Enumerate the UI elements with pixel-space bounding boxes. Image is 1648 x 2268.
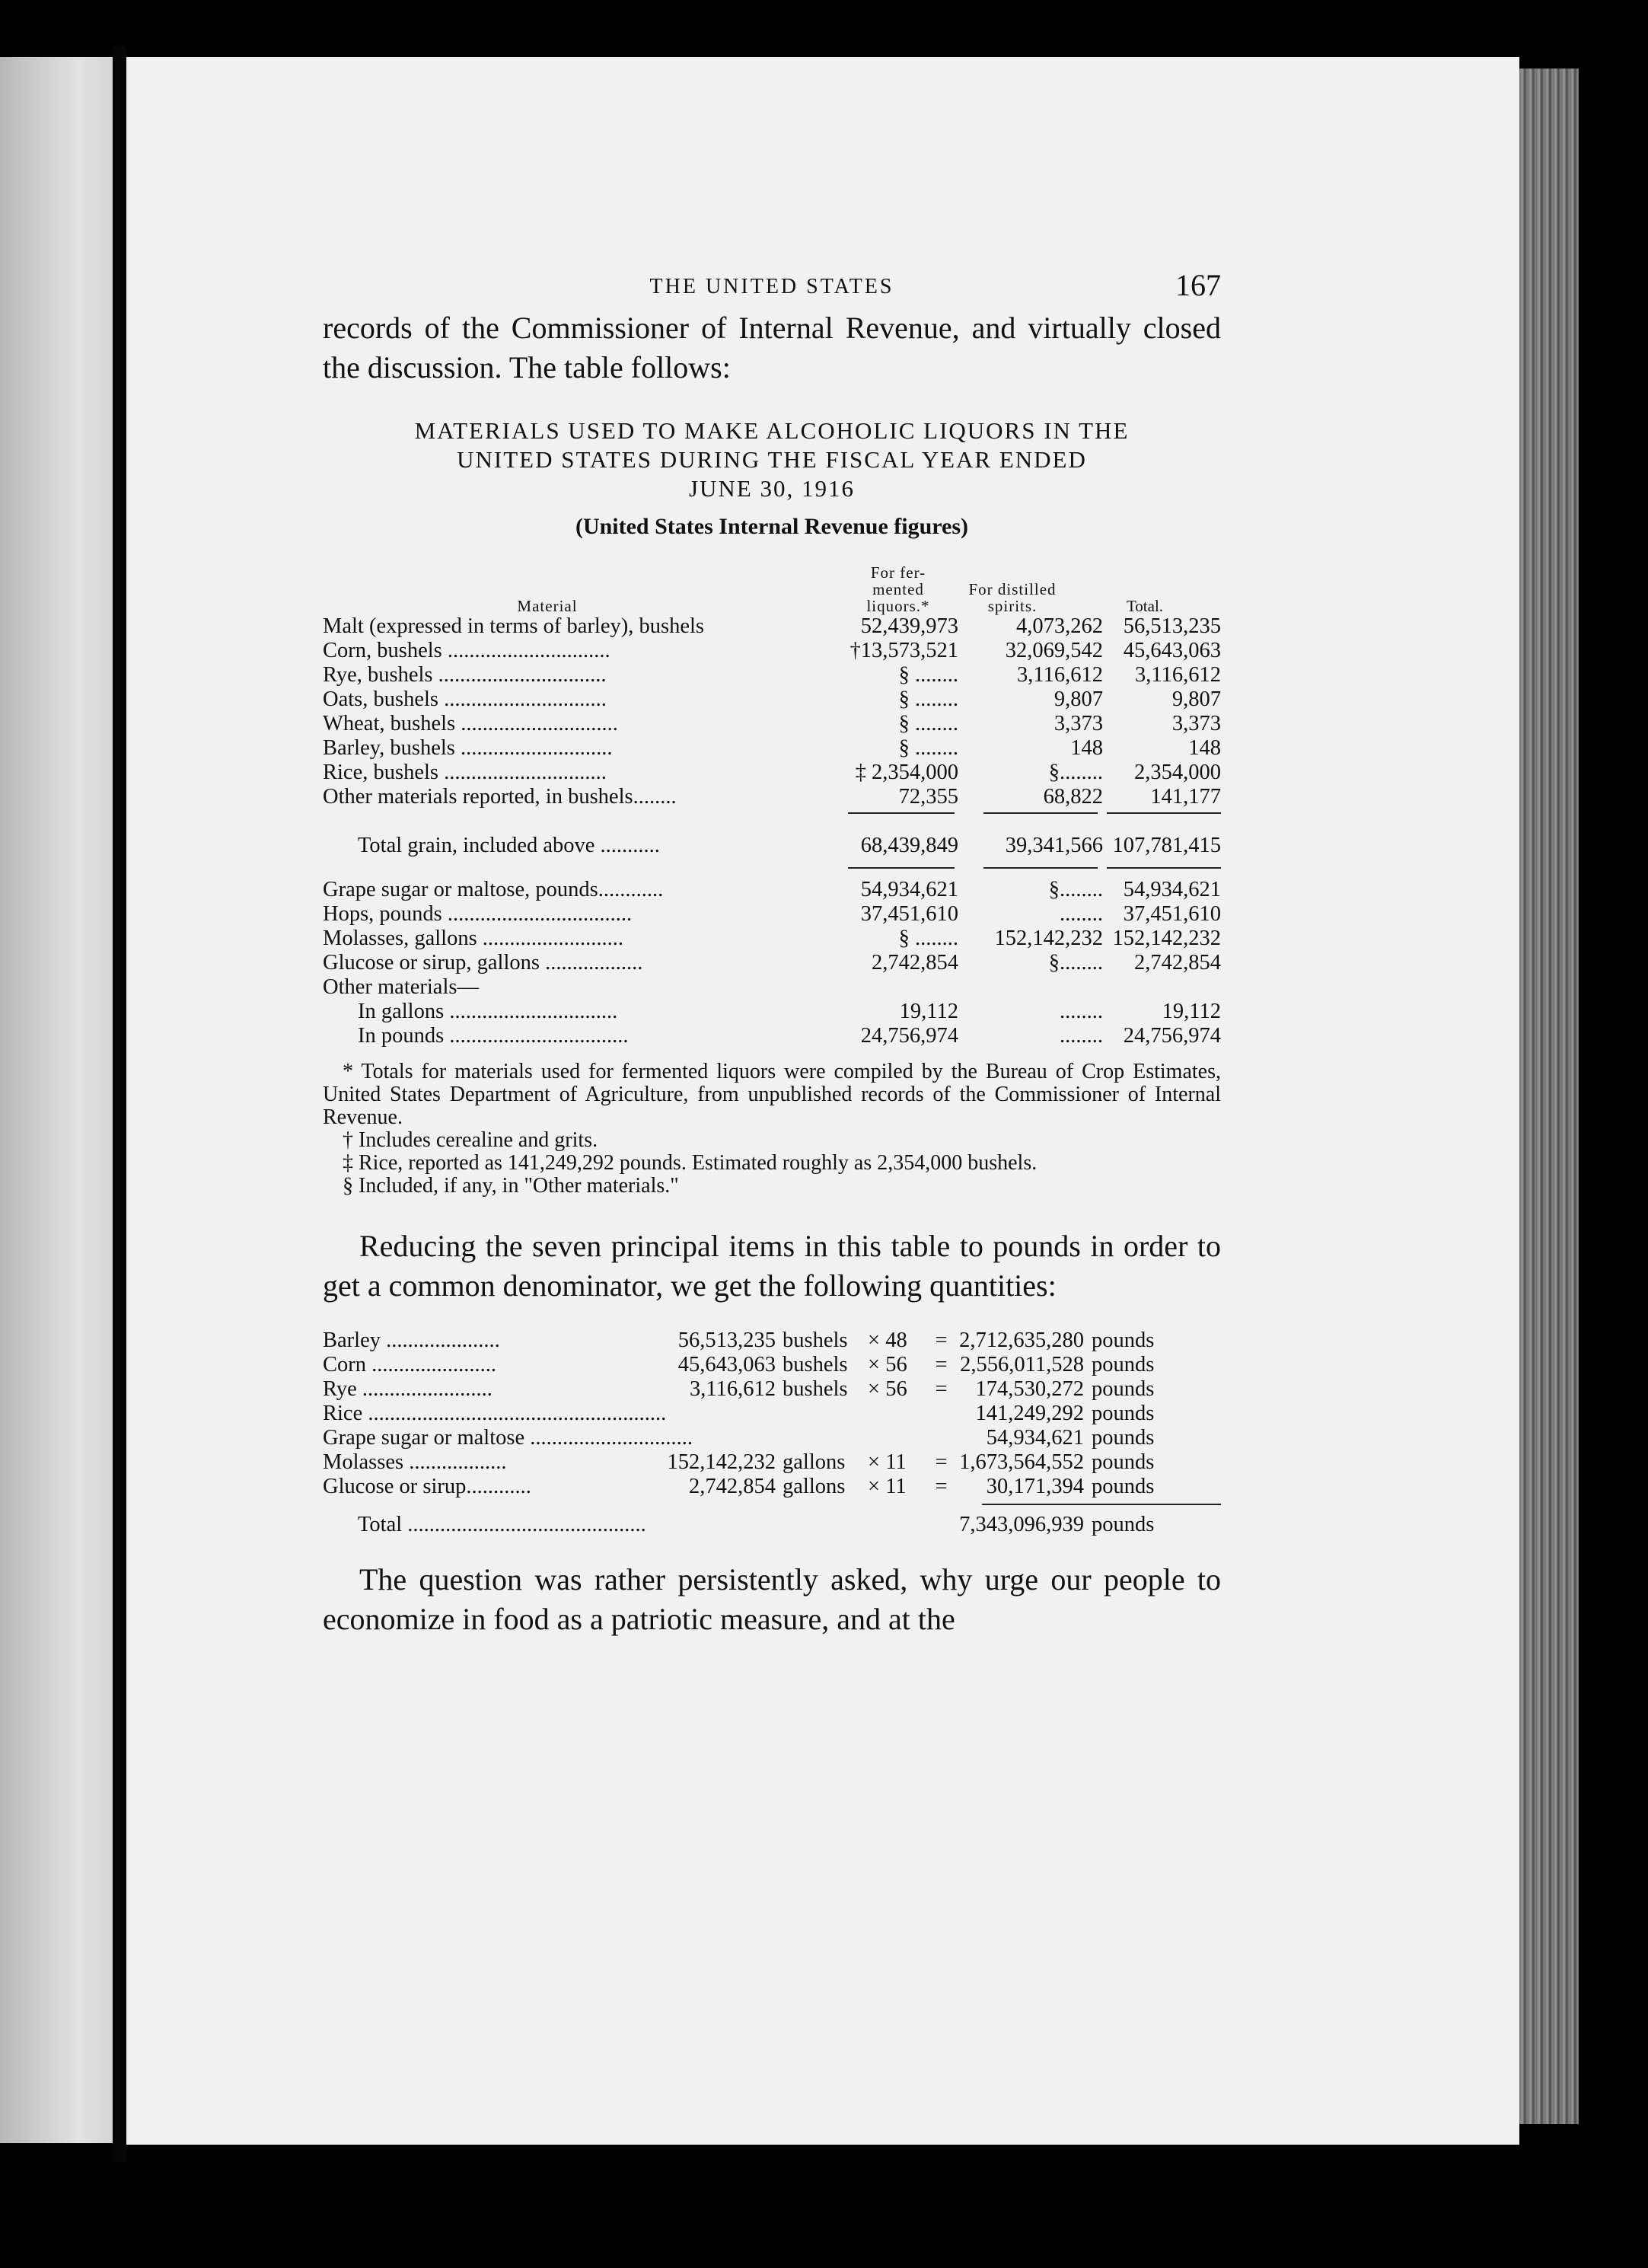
cell-result-unit: pounds	[1092, 1450, 1155, 1474]
cell-multiplier: × 56	[868, 1377, 907, 1401]
facing-page-edge	[0, 57, 113, 2143]
conversion-row	[323, 1402, 1221, 1426]
row-label: Other materials reported, in bushels........	[323, 785, 677, 809]
cell-fermented: 54,934,621	[860, 878, 958, 901]
table-row	[323, 878, 1221, 902]
grain-rows	[323, 614, 1221, 809]
cell-unit: bushels	[783, 1377, 848, 1401]
row-label: Rye ........................	[323, 1377, 492, 1401]
cell-distilled: §........	[1048, 951, 1103, 975]
cell-fermented: ‡ 2,354,000	[855, 761, 958, 784]
row-label: Glucose or sirup, gallons ..................	[323, 951, 643, 975]
cell-unit: bushels	[783, 1353, 848, 1376]
cell-fermented: 24,756,974	[860, 1024, 958, 1048]
row-label: Total grain, included above ...........	[358, 834, 660, 857]
other-rows	[323, 878, 1221, 1048]
conversion-total-row	[323, 1513, 1221, 1537]
row-label: In pounds .................................	[358, 1024, 629, 1048]
cell-multiplier: × 56	[868, 1353, 907, 1376]
cell-result: 54,934,621	[986, 1426, 1084, 1450]
cell-quantity: 45,643,063	[677, 1353, 776, 1376]
footnote: ‡ Rice, reported as 141,249,292 pounds. Estimated roughly as 2,354,000 bushels.	[343, 1151, 1038, 1175]
footnote: § Included, if any, in "Other materials."	[343, 1174, 679, 1198]
conversion-row	[323, 1353, 1221, 1377]
cell-multiplier: × 11	[868, 1475, 907, 1498]
cell-result: 2,712,635,280	[959, 1329, 1084, 1352]
col-header-material: Material	[517, 597, 578, 615]
table-row	[323, 639, 1221, 663]
column-headers	[323, 546, 1221, 614]
cell-fermented: 72,355	[898, 785, 958, 809]
cell-distilled: 3,373	[1054, 712, 1103, 735]
cell-total: 2,354,000	[1134, 761, 1221, 784]
col-header-line: spirits.	[987, 597, 1038, 615]
materials-table	[323, 614, 1221, 1048]
col-header-line: For distilled	[968, 580, 1057, 598]
cell-total: 54,934,621	[1123, 878, 1221, 901]
cell-total: 3,116,612	[1135, 663, 1221, 687]
cell-multiplier: × 48	[868, 1329, 907, 1352]
table-title	[323, 416, 1221, 503]
cell-distilled: 9,807	[1054, 687, 1103, 711]
cell-result-unit: pounds	[1092, 1402, 1155, 1425]
cell-equals: =	[935, 1353, 948, 1376]
page-stack-edge	[1519, 69, 1579, 2124]
conversion-row	[323, 1450, 1221, 1475]
table-row	[323, 975, 1221, 1000]
conversion-row	[323, 1475, 1221, 1499]
row-label: Oats, bushels ..............................	[323, 687, 607, 711]
cell-total: 141,177	[1150, 785, 1221, 809]
cell-quantity: 2,742,854	[689, 1475, 776, 1498]
table-row	[323, 785, 1221, 809]
table-row	[323, 663, 1221, 687]
cell-fermented: †13,573,521	[850, 639, 958, 662]
cell-total: 24,756,974	[1123, 1024, 1221, 1048]
row-label: Grape sugar or maltose, pounds............	[323, 878, 664, 901]
row-label: Glucose or sirup............	[323, 1475, 531, 1498]
cell-unit: bushels	[783, 1329, 848, 1352]
cell-result: 7,343,096,939	[959, 1513, 1084, 1536]
row-label: Rye, bushels ...............................	[323, 663, 607, 687]
table-row	[323, 614, 1221, 639]
col-header-distilled	[959, 581, 1066, 614]
cell-distilled: 68,822	[1043, 785, 1103, 809]
intro-paragraph: records of the Commissioner of Internal Revenue, and virtually closed the discussion. The table follows:	[323, 311, 1221, 384]
middle-paragraph: Reducing the seven principal items in this table to pounds in order to get a common denominator, we get the following quantities:	[323, 1229, 1221, 1303]
cell-fermented: § ........	[898, 663, 958, 687]
page-number: 167	[1175, 268, 1221, 302]
table-row	[323, 712, 1221, 736]
row-label: Total ............................................	[358, 1513, 646, 1536]
cell-result: 1,673,564,552	[959, 1450, 1084, 1474]
cell-unit: gallons	[783, 1475, 846, 1498]
table-row	[323, 1000, 1221, 1024]
closing-paragraph: The question was rather persistently asked, why urge our people to economize in food as a patriotic measure, and at the	[323, 1562, 1221, 1636]
cell-fermented: 37,451,610	[860, 902, 958, 926]
col-header-line: liquors.*	[866, 597, 930, 615]
row-label: Malt (expressed in terms of barley), bushels	[323, 614, 704, 638]
footnote: * Totals for materials used for fermented liquors were compiled by the Bureau of Crop Estimates, United States Department of Agriculture, from unpublished records of the Commissioner of Internal Revenue.	[323, 1060, 1221, 1129]
row-label: Other materials—	[323, 975, 479, 999]
col-header-fermented	[845, 564, 952, 614]
running-title: THE UNITED STATES	[649, 275, 894, 298]
cell-equals: =	[935, 1475, 948, 1498]
cell-distilled: §........	[1048, 761, 1103, 784]
table-subtitle: (United States Internal Revenue figures)	[575, 514, 969, 539]
conversion-rule	[323, 1499, 1221, 1510]
table-rule	[323, 864, 1221, 872]
row-label: Hops, pounds ..................................	[323, 902, 633, 926]
table-row	[323, 951, 1221, 975]
cell-result-unit: pounds	[1092, 1377, 1155, 1401]
row-label: Corn, bushels ..............................	[323, 639, 610, 662]
cell-distilled: 152,142,232	[994, 927, 1103, 950]
row-label: Corn .......................	[323, 1353, 496, 1376]
col-header-line: For fer-	[870, 563, 926, 582]
row-label: Rice, bushels ..............................	[323, 761, 607, 784]
col-header-line: mented	[872, 580, 924, 598]
table-row	[323, 736, 1221, 761]
row-label: Wheat, bushels .............................	[323, 712, 618, 735]
footnote: † Includes cerealine and grits.	[343, 1128, 598, 1152]
cell-quantity: 3,116,612	[690, 1377, 776, 1401]
row-label: In gallons ...............................	[358, 1000, 618, 1023]
cell-fermented: § ........	[898, 927, 958, 950]
row-label: Rice .......................................................	[323, 1402, 667, 1425]
table-rule	[323, 809, 1221, 817]
cell-fermented: 19,112	[899, 1000, 958, 1023]
cell-total: 37,451,610	[1123, 902, 1221, 926]
page-content	[323, 270, 1221, 1639]
cell-result-unit: pounds	[1092, 1353, 1155, 1376]
table-title-line: UNITED STATES DURING THE FISCAL YEAR ENDED	[457, 446, 1087, 473]
col-header-total: Total.	[1126, 597, 1164, 615]
cell-distilled: 3,116,612	[1017, 663, 1103, 687]
cell-equals: =	[935, 1450, 948, 1474]
cell-distilled: 4,073,262	[1016, 614, 1103, 638]
cell-fermented: § ........	[898, 736, 958, 760]
running-head	[323, 270, 1221, 308]
row-label: Grape sugar or maltose ..............................	[323, 1426, 693, 1450]
cell-result-unit: pounds	[1092, 1329, 1155, 1352]
cell-equals: =	[935, 1329, 948, 1352]
table-row	[323, 761, 1221, 785]
cell-fermented: § ........	[898, 712, 958, 735]
cell-result: 2,556,011,528	[960, 1353, 1084, 1376]
conversion-table	[323, 1329, 1221, 1537]
cell-result-unit: pounds	[1092, 1475, 1155, 1498]
table-title-line: JUNE 30, 1916	[688, 475, 856, 502]
row-label: Barley, bushels ............................	[323, 736, 613, 760]
grain-total-row	[323, 834, 1221, 858]
cell-quantity: 56,513,235	[677, 1329, 776, 1352]
conversion-row	[323, 1426, 1221, 1450]
table-footnotes	[323, 1061, 1221, 1198]
cell-distilled: 32,069,542	[1005, 639, 1103, 662]
cell-distilled: ........	[1060, 902, 1103, 926]
cell-total: 56,513,235	[1123, 614, 1221, 638]
cell-total: 3,373	[1171, 712, 1221, 735]
cell-distilled: §........	[1048, 878, 1103, 901]
cell-result: 141,249,292	[975, 1402, 1084, 1425]
conversion-row	[323, 1329, 1221, 1353]
cell-result: 174,530,272	[975, 1377, 1084, 1401]
row-label: Barley .....................	[323, 1329, 500, 1352]
cell-result-unit: pounds	[1092, 1426, 1155, 1450]
cell-total: 19,112	[1162, 1000, 1221, 1023]
cell-distilled: ........	[1060, 1000, 1103, 1023]
cell-equals: =	[935, 1377, 948, 1401]
cell-quantity: 152,142,232	[667, 1450, 776, 1474]
cell-total: 107,781,415	[1112, 834, 1221, 857]
table-row	[323, 927, 1221, 951]
cell-unit: gallons	[783, 1450, 846, 1474]
cell-fermented: § ........	[898, 687, 958, 711]
cell-total: 148	[1188, 736, 1221, 760]
cell-total: 45,643,063	[1123, 639, 1221, 662]
cell-fermented: 52,439,973	[860, 614, 958, 638]
cell-total: 2,742,854	[1134, 951, 1221, 975]
table-title-line: MATERIALS USED TO MAKE ALCOHOLIC LIQUORS IN THE	[414, 417, 1130, 444]
cell-distilled: ........	[1060, 1024, 1103, 1048]
row-label: Molasses ..................	[323, 1450, 507, 1474]
book-gutter	[113, 46, 126, 2162]
table-row	[323, 902, 1221, 927]
table-row	[323, 1024, 1221, 1048]
cell-result-unit: pounds	[1092, 1513, 1155, 1536]
table-row	[323, 687, 1221, 712]
cell-multiplier: × 11	[868, 1450, 907, 1474]
cell-distilled: 39,341,566	[1005, 834, 1103, 857]
cell-result: 30,171,394	[986, 1475, 1084, 1498]
cell-total: 9,807	[1171, 687, 1221, 711]
cell-total: 152,142,232	[1112, 927, 1221, 950]
conversion-rows	[323, 1329, 1221, 1499]
cell-fermented: 68,439,849	[860, 834, 958, 857]
cell-fermented: 2,742,854	[872, 951, 958, 975]
cell-distilled: 148	[1070, 736, 1103, 760]
row-label: Molasses, gallons ..........................	[323, 927, 624, 950]
conversion-row	[323, 1377, 1221, 1402]
